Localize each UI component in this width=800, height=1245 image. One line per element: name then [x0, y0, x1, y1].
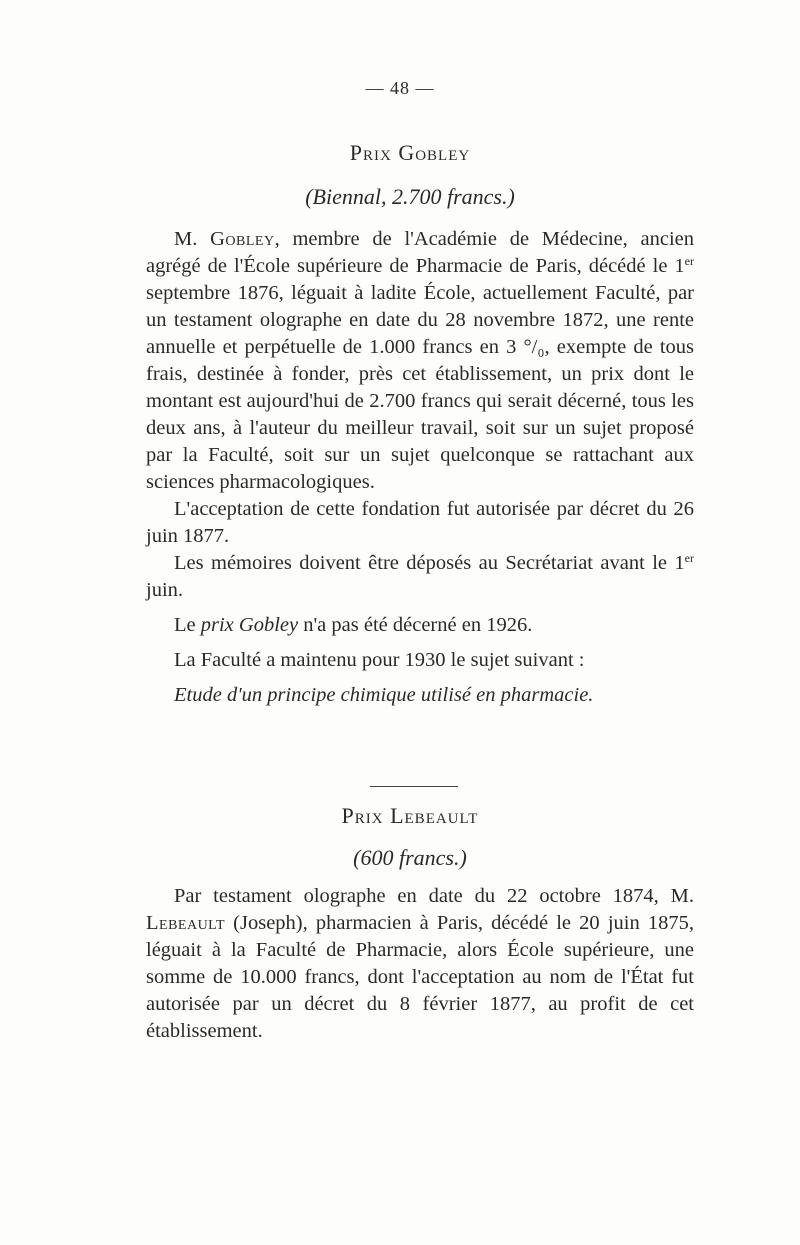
- paragraph-gobley-deadline: [146, 550, 694, 604]
- paragraph-gobley-1926: [146, 612, 694, 639]
- text-run: juin.: [146, 579, 184, 601]
- section-subtitle-gobley: (Biennal, 2.700 francs.): [305, 184, 515, 209]
- page-number: — 48 —: [365, 78, 435, 98]
- person-name: Lebeault: [146, 912, 226, 934]
- section-divider: [370, 786, 458, 787]
- section-title-lebeault: Prix Lebeault: [341, 803, 479, 828]
- text-run: Les mémoires doivent être déposés au Secrétariat avant le 1: [174, 552, 685, 574]
- superscript: er: [684, 551, 694, 565]
- text-run: Le: [174, 614, 201, 636]
- paragraph-lebeault-bequest: [146, 883, 694, 1045]
- paragraph-gobley-acceptance: L'acceptation de cette fondation fut autorisée par décret du 26 juin 1877.: [146, 498, 694, 547]
- text-run: Par testament olographe en date du 22 octobre 1874, M.: [174, 885, 694, 907]
- text-run-italic: prix Gobley: [200, 614, 299, 636]
- section-body-gobley: [146, 226, 694, 709]
- paragraph-gobley-bequest: [146, 226, 694, 496]
- paragraph-gobley-subject-intro: La Faculté a maintenu pour 1930 le sujet suivant :: [174, 649, 585, 671]
- person-name: Gobley: [210, 228, 275, 250]
- text-run: n'a pas été décerné en 1926.: [298, 614, 533, 636]
- section-body-lebeault: [146, 883, 694, 1045]
- text-run: (Joseph), pharmacien à Paris, décédé le 20 juin 1875, léguait à la Faculté de Pharmacie, alors École supérieure, une somme de 10.000 francs, dont l'acceptation au nom de l'État fut autorisée par un décret du 8 février 1877, au profit de cet établissement.: [146, 912, 694, 1042]
- text-run: M.: [174, 228, 211, 250]
- text-run: , membre de l'Académie de Médecine, ancien agrégé de l'École supérieure de Pharmacie de Paris, décédé le 1: [146, 228, 694, 277]
- text-run: septembre 1876, léguait à ladite École, actuellement Faculté, par un testament olographe en date du 28 novembre 1872, une rente annuelle et perpétuelle de 1.000 francs en 3 °/₀, exempte de tous frais, destinée à fonder, près cet établissement, un prix dont le montant est aujourd'hui de 2.700 francs qui serait décerné, tous les deux ans, à l'auteur du meilleur travail, soit sur un sujet proposé par la Faculté, soit sur un sujet quelconque se rattachant aux sciences pharmacologiques.: [146, 282, 694, 493]
- section-subtitle-lebeault: (600 francs.): [353, 845, 467, 870]
- paragraph-gobley-subject: Etude d'un principe chimique utilisé en pharmacie.: [174, 684, 594, 706]
- section-title-gobley: Prix Gobley: [349, 140, 471, 165]
- superscript: er: [684, 254, 694, 268]
